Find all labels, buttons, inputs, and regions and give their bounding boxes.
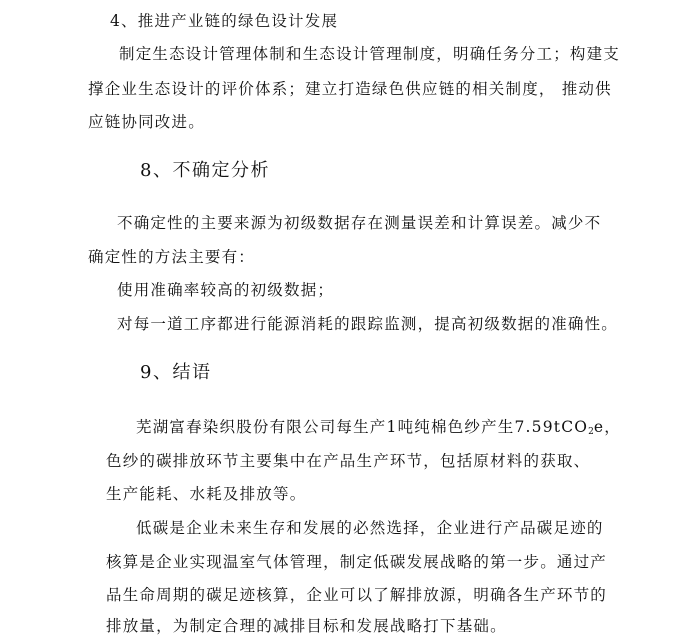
paragraph-line: 生产能耗、水耗及排放等。 xyxy=(106,485,307,503)
paragraph-line: 排放量，为制定合理的减排目标和发展战略打下基础。 xyxy=(106,617,507,635)
paragraph-line: 应链协同改进。 xyxy=(88,113,205,131)
paragraph-line: 品生命周期的碳足迹核算，企业可以了解排放源，明确各生产环节的 xyxy=(106,586,608,604)
paragraph-line: 制定生态设计管理体制和生态设计管理制度，明确任务分工；构建支 xyxy=(119,45,621,63)
line-text: 芜湖富春染织股份有限公司每生产1吨纯棉色纱产生7.59tCO xyxy=(136,418,589,436)
list-item: 对每一道工序都进行能源消耗的跟踪监测，提高初级数据的准确性。 xyxy=(117,315,619,333)
paragraph-line: 色纱的碳排放环节主要集中在产品生产环节，包括原材料的获取、 xyxy=(106,452,591,470)
paragraph-line: 低碳是企业未来生存和发展的必然选择，企业进行产品碳足迹的 xyxy=(136,519,604,537)
line-text: e， xyxy=(593,418,621,436)
paragraph-line: 撑企业生态设计的评价体系；建立打造绿色供应链的相关制度， 推动供 xyxy=(88,80,612,98)
list-item: 使用准确率较高的初级数据； xyxy=(117,281,335,299)
section-heading: 8、不确定分析 xyxy=(140,160,270,181)
paragraph-line: 不确定性的主要来源为初级数据存在测量误差和计算误差。减少不 xyxy=(117,214,602,232)
subsection-title: 4、推进产业链的绿色设计发展 xyxy=(110,12,339,30)
subscript: 2 xyxy=(588,427,594,437)
paragraph-line xyxy=(136,417,621,442)
paragraph-line: 核算是企业实现温室气体管理，制定低碳发展战略的第一步。通过产 xyxy=(106,553,608,571)
section-heading: 9、结语 xyxy=(140,362,212,383)
paragraph-line: 确定性的方法主要有： xyxy=(88,248,256,266)
